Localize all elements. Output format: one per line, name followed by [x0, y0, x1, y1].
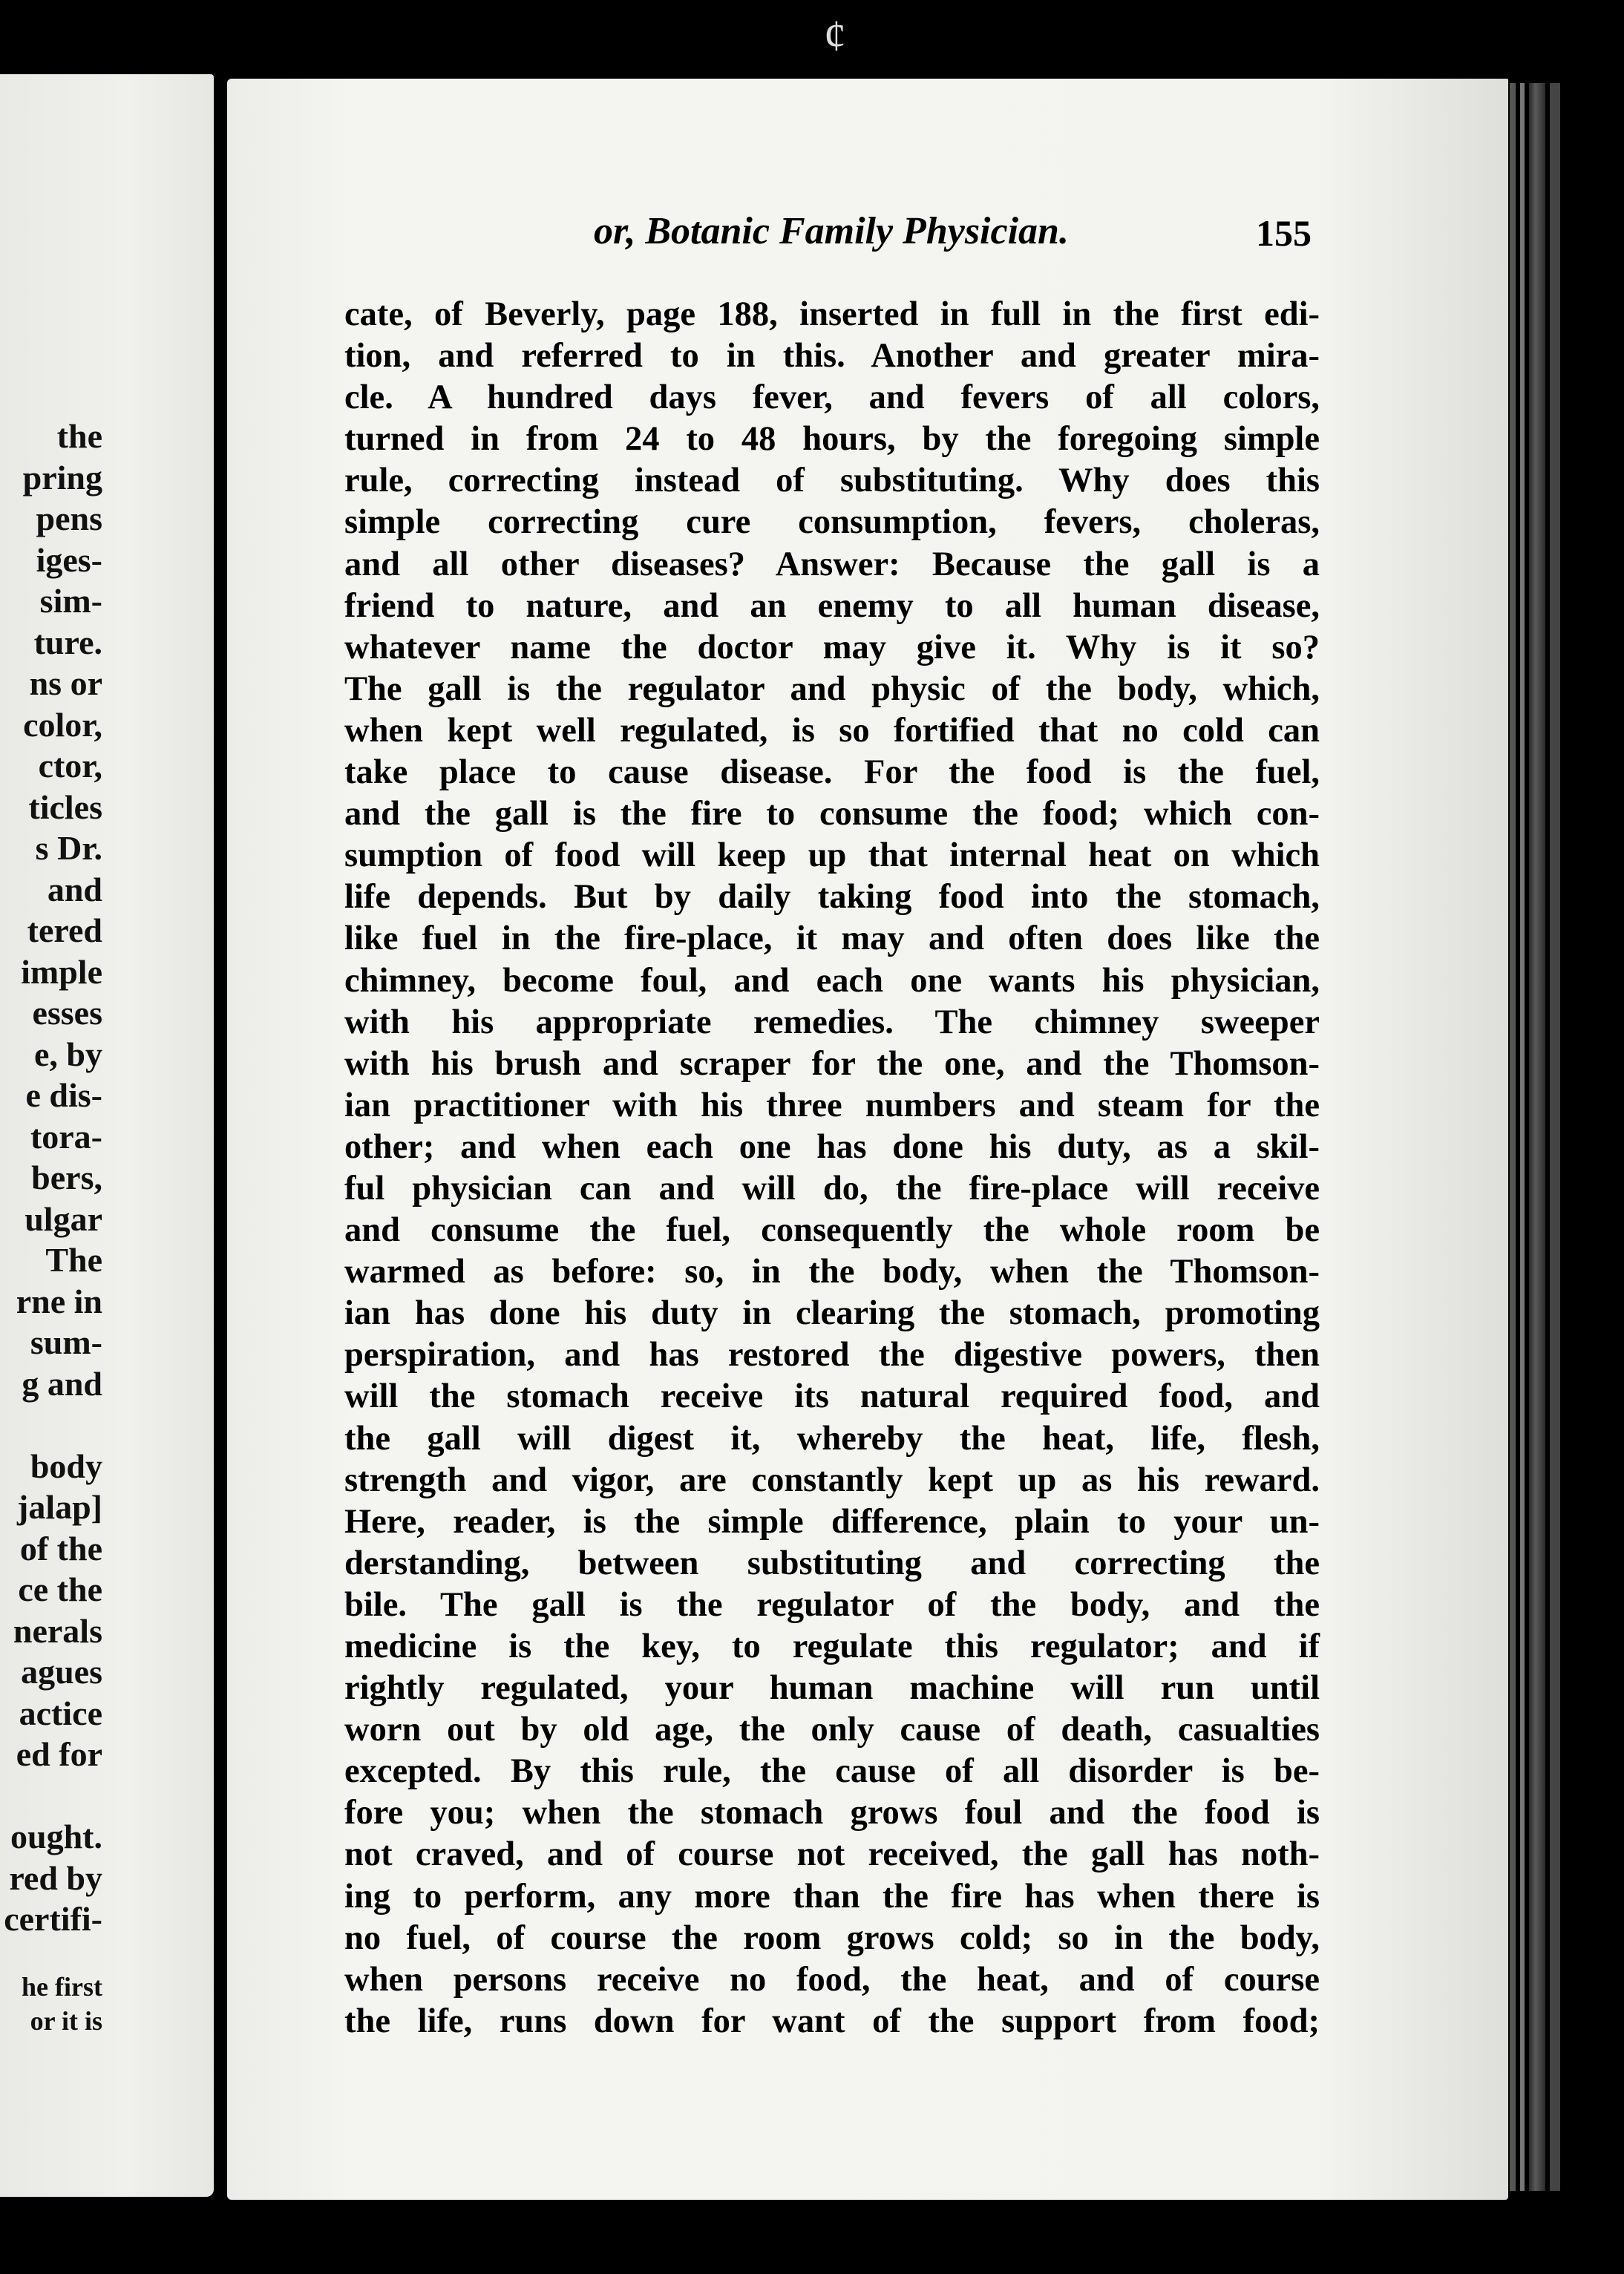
body-text [344, 294, 1320, 2042]
left-page-line: The [45, 1241, 102, 1279]
body-text-line: rightly regulated, your human machine will run until [344, 1669, 1320, 1708]
left-page-line: body [30, 1446, 102, 1485]
body-text-line: the life, runs down for want of the support from food; [344, 2002, 1320, 2040]
body-text-line: Here, reader, is the simple difference, plain to your un- [344, 1502, 1320, 1541]
body-text-line: when persons receive no food, the heat, and of course [344, 1960, 1320, 1999]
body-text-line: will the stomach receive its natural required food, and [344, 1377, 1320, 1416]
body-text-line: sumption of food will keep up that internal heat on which [344, 836, 1320, 875]
left-facing-page [0, 74, 214, 2197]
left-page-line: ture. [33, 623, 102, 661]
body-text-line: derstanding, between substituting and correcting the [344, 1544, 1320, 1582]
left-page-line: of the [19, 1529, 102, 1567]
body-text-line: fore you; when the stomach grows foul and the food is [344, 1794, 1320, 1832]
left-page-line: imple [21, 952, 102, 991]
page-edge-stack [1550, 83, 1560, 2191]
left-page-line: pens [36, 499, 102, 537]
left-page-line: the [56, 417, 102, 455]
body-text-line: ian practitioner with his three numbers and steam for the [344, 1086, 1320, 1124]
left-page-line: tered [27, 911, 102, 949]
left-page-line: e dis- [25, 1076, 102, 1114]
body-text-line: other; and when each one has done his duty, as a skil- [344, 1127, 1320, 1166]
body-text-line: turned in from 24 to 48 hours, by the foregoing simple [344, 420, 1320, 459]
body-text-line: with his appropriate remedies. The chimney sweeper [344, 1003, 1320, 1041]
left-page-line: tora- [30, 1117, 102, 1156]
body-text-line: chimney, become foul, and each one wants his physician, [344, 961, 1320, 1000]
left-page-line: nerals [13, 1611, 102, 1650]
body-text-line: no fuel, of course the room grows cold; so in the body, [344, 1919, 1320, 1957]
left-page-line: certifi- [4, 1900, 102, 1938]
body-text-line: ful physician can and will do, the fire-place will receive [344, 1169, 1320, 1208]
body-text-line: medicine is the key, to regulate this regulator; and if [344, 1628, 1320, 1665]
left-page-footnote-line: he first [22, 1971, 102, 2002]
left-page-line: ed for [16, 1735, 102, 1773]
running-head: or, Botanic Family Physician. [594, 210, 1069, 252]
left-page-line: e, by [34, 1035, 102, 1073]
left-page-line: ce the [18, 1570, 102, 1608]
body-text-line: like fuel in the fire-place, it may and often does like the [344, 920, 1320, 958]
left-page-footnote-line: or it is [30, 2005, 102, 2036]
left-page-line: red by [9, 1858, 102, 1897]
left-page-line: pring [22, 458, 102, 497]
page-edge-stack [1529, 83, 1545, 2191]
left-page-line: iges- [36, 540, 102, 579]
body-text-line: The gall is the regulator and physic of the body, which, [344, 669, 1320, 708]
body-text-line: strength and vigor, are constantly kept up as his reward. [344, 1461, 1320, 1499]
body-text-line: tion, and referred to in this. Another and greater mira- [344, 337, 1320, 376]
left-page-line: sim- [39, 582, 102, 620]
body-text-line: worn out by old age, the only cause of death, casualties [344, 1711, 1320, 1749]
body-text-line: life depends. But by daily taking food into the stomach, [344, 878, 1320, 917]
body-text-line: and consume the fuel, consequently the whole room be [344, 1211, 1320, 1250]
left-page-line: ns or [29, 664, 102, 702]
left-page-line: actice [19, 1694, 102, 1732]
body-text-line: friend to nature, and an enemy to all human disease, [344, 586, 1320, 625]
left-page-line: and [47, 870, 102, 908]
left-page-line: ticles [28, 787, 102, 826]
left-page-line: rne in [16, 1282, 102, 1320]
body-text-line: take place to cause disease. For the food is the fuel, [344, 753, 1320, 792]
left-page-line: agues [21, 1653, 102, 1691]
left-page-line: jalap] [17, 1488, 102, 1526]
left-page-text-column [0, 419, 102, 2126]
body-text-line: the gall will digest it, whereby the heat, life, flesh, [344, 1419, 1320, 1458]
left-page-line: ctor, [38, 747, 102, 784]
body-text-line: and all other diseases? Answer: Because the gall is a [344, 545, 1320, 583]
body-text-line: warmed as before: so, in the body, when the Thomson- [344, 1253, 1320, 1291]
body-text-line: with his brush and scraper for the one, and the Thomson- [344, 1044, 1320, 1083]
body-text-line: excepted. By this rule, the cause of all disorder is be- [344, 1752, 1320, 1791]
left-page-line: color, [23, 705, 102, 744]
body-text-line: perspiration, and has restored the digestive powers, then [344, 1336, 1320, 1374]
left-page-line: sum- [30, 1323, 102, 1361]
left-page-line: ulgar [24, 1199, 102, 1238]
body-text-line: cle. A hundred days fever, and fevers of all colors, [344, 379, 1320, 417]
body-text-line: cate, of Beverly, page 188, inserted in full in the first edi- [344, 295, 1320, 333]
page-number: 155 [1256, 212, 1312, 254]
body-text-line: bile. The gall is the regulator of the body, and the [344, 1585, 1320, 1624]
page-edge-stack [1510, 83, 1516, 2191]
left-page-line: g and [22, 1364, 102, 1403]
body-text-line: rule, correcting instead of substituting. Why does this [344, 462, 1320, 500]
body-text-line: simple correcting cure consumption, fevers, choleras, [344, 503, 1320, 542]
body-text-line: ing to perform, any more than the fire has when there is [344, 1877, 1320, 1916]
body-text-line: ian has done his duty in clearing the stomach, promoting [344, 1294, 1320, 1333]
left-page-line: bers, [31, 1159, 102, 1196]
left-page-line: s Dr. [35, 829, 102, 867]
body-text-line: whatever name the doctor may give it. Why is it so? [344, 628, 1320, 666]
body-text-line: and the gall is the fire to consume the food; which con- [344, 795, 1320, 833]
left-page-line: ought. [10, 1818, 102, 1855]
page-edge-stack [1520, 83, 1525, 2191]
scan-mark: ȼ [824, 11, 846, 60]
body-text-line: not craved, and of course not received, the gall has noth- [344, 1835, 1320, 1874]
body-text-line: when kept well regulated, is so fortified that no cold can [344, 711, 1320, 750]
left-page-line: esses [32, 994, 102, 1032]
